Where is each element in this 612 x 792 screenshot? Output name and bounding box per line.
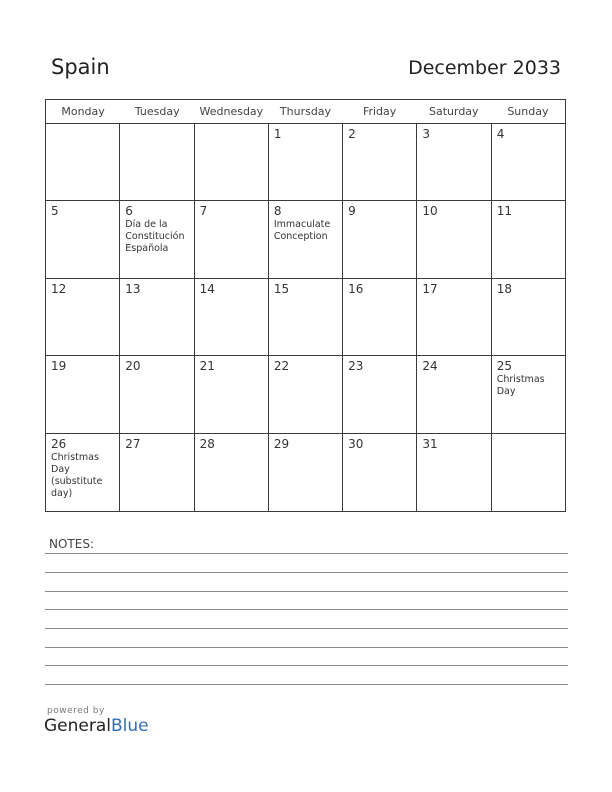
note-line xyxy=(45,665,568,666)
day-cell xyxy=(492,279,565,355)
day-cell xyxy=(195,356,269,432)
date-number: 31 xyxy=(422,436,438,451)
day-cell xyxy=(417,201,491,277)
day-cell xyxy=(269,201,343,277)
day-cell xyxy=(343,279,417,355)
date-number: 11 xyxy=(496,204,512,219)
day-header-monday: Monday xyxy=(61,105,105,118)
week-row xyxy=(46,201,565,278)
note-line xyxy=(45,609,568,610)
note-line xyxy=(45,591,568,592)
day-header-row xyxy=(46,100,565,124)
date-number: 10 xyxy=(422,204,438,219)
date-number: 16 xyxy=(348,281,364,296)
notes-label: NOTES: xyxy=(49,537,94,551)
day-cell xyxy=(195,201,269,277)
holiday-label: Christmas Day (substitute day) xyxy=(51,451,103,499)
day-header-friday: Friday xyxy=(362,105,397,118)
day-cell xyxy=(492,124,565,200)
day-cell xyxy=(120,356,194,432)
date-number: 15 xyxy=(273,281,290,296)
day-cell xyxy=(120,201,194,277)
day-header-wednesday: Wednesday xyxy=(199,105,264,118)
day-cell xyxy=(343,434,417,511)
week-row xyxy=(46,124,565,201)
holiday-label: Día de la Constitución Española xyxy=(125,219,185,255)
day-cell xyxy=(120,279,194,355)
day-cell xyxy=(46,124,120,200)
date-number: 24 xyxy=(422,359,438,374)
note-line xyxy=(45,647,568,648)
date-number: 14 xyxy=(199,281,215,296)
day-cell xyxy=(492,434,565,511)
date-number: 22 xyxy=(273,359,290,374)
day-cell xyxy=(417,356,491,432)
day-header-saturday: Saturday xyxy=(428,105,479,118)
date-number: 18 xyxy=(496,281,512,296)
date-number: 30 xyxy=(348,436,364,451)
week-row xyxy=(46,356,565,433)
brand-general: General xyxy=(44,716,111,736)
note-line xyxy=(45,553,568,554)
date-number: 5 xyxy=(51,204,59,219)
note-line xyxy=(45,684,568,685)
day-cell xyxy=(492,201,565,277)
note-line xyxy=(45,628,568,629)
day-cell xyxy=(417,434,491,511)
day-cell xyxy=(195,434,269,511)
country-title: Spain xyxy=(51,55,110,79)
date-number: 28 xyxy=(199,436,215,451)
day-cell xyxy=(269,434,343,511)
day-cell xyxy=(343,201,417,277)
note-line xyxy=(45,572,568,573)
date-number: 4 xyxy=(496,127,505,141)
day-cell xyxy=(46,279,120,355)
brand-blue: Blue xyxy=(111,716,149,736)
day-cell xyxy=(46,434,120,511)
powered-by-text: powered by xyxy=(47,706,105,716)
date-number: 8 xyxy=(273,204,282,219)
day-cell xyxy=(343,124,417,200)
holiday-label: Christmas Day xyxy=(496,374,545,398)
day-cell xyxy=(195,124,269,200)
calendar-grid xyxy=(45,99,566,512)
day-cell xyxy=(269,124,343,200)
day-cell xyxy=(269,356,343,432)
day-cell xyxy=(120,434,194,511)
date-number: 7 xyxy=(199,204,208,219)
date-number: 23 xyxy=(348,359,364,374)
date-number: 29 xyxy=(273,436,290,451)
day-cell xyxy=(343,356,417,432)
date-number: 9 xyxy=(348,204,356,219)
day-cell xyxy=(417,279,491,355)
calendar-weeks xyxy=(46,124,565,511)
date-number: 25 xyxy=(496,359,512,374)
date-number: 3 xyxy=(422,127,431,141)
day-cell xyxy=(46,356,120,432)
date-number: 21 xyxy=(199,359,215,374)
date-number: 1 xyxy=(273,127,282,141)
day-cell xyxy=(492,356,565,432)
date-number: 13 xyxy=(125,281,141,296)
day-cell xyxy=(417,124,491,200)
day-header-sunday: Sunday xyxy=(507,105,549,118)
week-row xyxy=(46,434,565,511)
date-number: 19 xyxy=(51,359,67,374)
week-row xyxy=(46,279,565,356)
day-cell xyxy=(46,201,120,277)
day-cell xyxy=(120,124,194,200)
date-number: 17 xyxy=(422,281,438,296)
date-number: 2 xyxy=(348,127,356,141)
date-number: 26 xyxy=(51,436,67,451)
day-cell xyxy=(195,279,269,355)
day-header-thursday: Thursday xyxy=(279,105,332,118)
date-number: 20 xyxy=(125,359,141,374)
month-year-title: December 2033 xyxy=(408,57,561,79)
date-number: 27 xyxy=(125,436,141,451)
day-header-tuesday: Tuesday xyxy=(134,105,180,118)
brand-logo[interactable] xyxy=(44,716,149,736)
date-number: 12 xyxy=(51,281,67,296)
date-number: 6 xyxy=(125,204,133,219)
day-cell xyxy=(269,279,343,355)
holiday-label: Immaculate Conception xyxy=(273,219,331,243)
